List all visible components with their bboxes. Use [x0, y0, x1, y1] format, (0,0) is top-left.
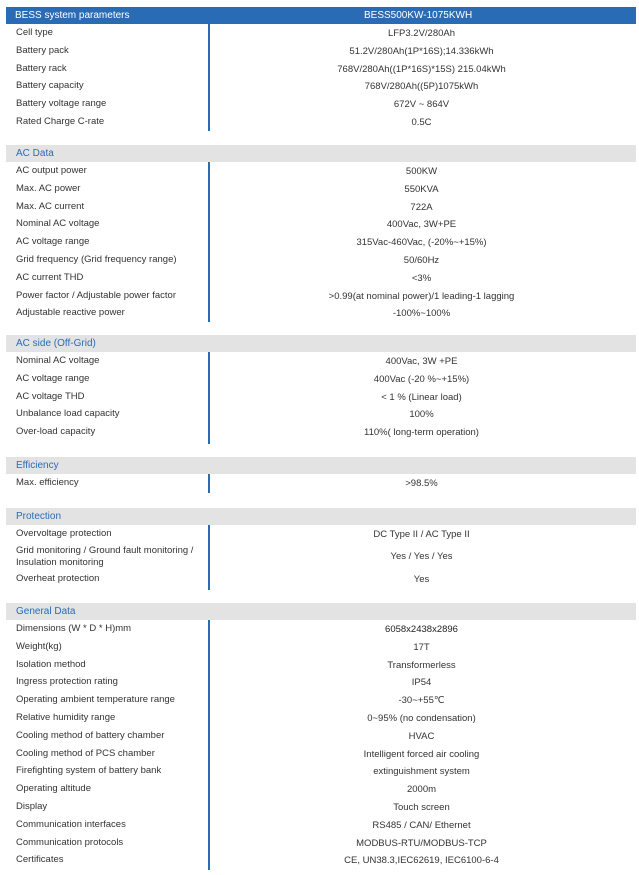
row-value: 100% [409, 409, 434, 421]
table-row [6, 162, 636, 180]
table-row [6, 233, 636, 251]
row-label: Adjustable reactive power [16, 307, 125, 319]
row-value: 722A [410, 201, 433, 213]
row-label: Isolation method [16, 658, 86, 670]
table-row [6, 60, 636, 78]
row-value: 110%( long-term operation) [364, 427, 479, 439]
section-title: AC side (Off-Grid) [6, 335, 636, 352]
row-label: Weight(kg) [16, 640, 62, 652]
row-label: Max. efficiency [16, 477, 79, 488]
table-row [6, 251, 636, 269]
table-row [6, 816, 636, 834]
row-label: Nominal AC voltage [16, 218, 100, 230]
row-label: Over-load capacity [16, 426, 96, 438]
table-row [6, 405, 636, 423]
table-row [6, 727, 636, 745]
row-value: DC Type II / AC Type II [373, 529, 470, 540]
row-label: Relative humidity range [16, 711, 116, 723]
section-general [6, 603, 636, 869]
row-value: 672V ~ 864V [393, 99, 450, 111]
row-value: IP54 [411, 677, 432, 689]
row-label: Overvoltage protection [16, 528, 112, 539]
row-value: extinguishment system [373, 766, 470, 778]
table-row [6, 95, 636, 113]
row-label: AC voltage range [16, 236, 90, 248]
row-value: 6058x2438x2896 [385, 624, 458, 635]
row-label: Power factor / Adjustable power factor [16, 289, 176, 301]
table-row [6, 638, 636, 656]
row-label: Certificates [16, 854, 64, 866]
table-row [6, 269, 636, 287]
row-value: RS485 / CAN/ Ethernet [372, 819, 471, 831]
table-row [6, 42, 636, 60]
section-title: General Data [6, 603, 636, 620]
row-label: Ingress protection rating [16, 676, 118, 688]
row-label: Cooling method of battery chamber [16, 729, 165, 741]
row-label: Cooling method of PCS chamber [16, 747, 155, 759]
row-value: 400Vac, 3W+PE [386, 219, 457, 231]
table-row [6, 525, 636, 543]
row-value: HVAC [408, 730, 435, 742]
table-row [6, 709, 636, 727]
table-row [6, 762, 636, 780]
row-value: 768V/280Ah((5P)1075kWh [364, 81, 479, 93]
row-value: <3% [411, 272, 432, 284]
row-value: < 1 % (Linear load) [381, 391, 462, 403]
row-label: Operating altitude [16, 783, 91, 795]
row-value: LFP3.2V/280Ah [387, 28, 456, 39]
row-label: Firefighting system of battery bank [16, 765, 162, 777]
row-label: Grid frequency (Grid frequency range) [16, 253, 177, 265]
table-row [6, 24, 636, 42]
row-value: 0~95% (no condensation) [367, 712, 476, 724]
section-title: AC Data [6, 145, 636, 162]
row-label: Battery pack [16, 44, 69, 56]
table-row [6, 691, 636, 709]
row-value: Transformerless [387, 659, 456, 671]
section-title: Efficiency [6, 457, 636, 474]
row-value: 550KVA [404, 183, 439, 195]
section-title: Protection [6, 508, 636, 525]
row-value: -100%~100% [392, 308, 451, 320]
row-value: Yes [413, 573, 430, 585]
table-row [6, 780, 636, 798]
row-label: AC voltage THD [16, 390, 85, 402]
table-row [6, 287, 636, 305]
table-row [6, 656, 636, 674]
row-label: Grid monitoring / Ground fault monitoring / Insulation monitoring [16, 544, 194, 568]
table-row [6, 352, 636, 370]
row-label: Communication protocols [16, 836, 124, 848]
row-label: AC voltage range [16, 372, 90, 384]
row-value: -30~+55℃ [398, 695, 445, 707]
section-ac-offgrid [6, 335, 636, 441]
table-row [6, 673, 636, 691]
table-row [6, 798, 636, 816]
row-label: Cell type [16, 27, 53, 38]
table-row [6, 543, 636, 570]
header-title: BESS system parameters [15, 10, 130, 21]
table-row [6, 215, 636, 233]
row-value: MODBUS-RTU/MODBUS-TCP [356, 837, 487, 849]
row-value: 768V/280Ah((1P*16S)*15S) 215.04kWh [337, 63, 506, 75]
row-label: Display [16, 800, 48, 812]
section-ac-data [6, 145, 636, 322]
row-value: >98.5% [405, 478, 438, 489]
header-bar [6, 7, 636, 24]
row-value: 2000m [406, 784, 437, 796]
table-row [6, 198, 636, 216]
row-value: 51.2V/280Ah(1P*16S);14.336kWh [349, 45, 494, 57]
table-row [6, 77, 636, 95]
row-value: 50/60Hz [403, 254, 440, 266]
row-value: 400Vac, 3W +PE [385, 356, 458, 367]
row-value: Intelligent forced air cooling [363, 748, 480, 760]
row-label: Battery voltage range [16, 98, 107, 110]
row-value: Yes / Yes / Yes [390, 550, 453, 562]
row-value: 0.5C [411, 116, 432, 128]
section-efficiency [6, 457, 636, 492]
row-label: AC current THD [16, 271, 84, 283]
row-value: Touch screen [393, 801, 450, 813]
table-row [6, 423, 636, 441]
table-row [6, 370, 636, 388]
row-label: Battery rack [16, 62, 67, 74]
row-value: CE, UN38.3,IEC62619, IEC6100-6-4 [344, 855, 499, 867]
row-value: >0.99(at nominal power)/1 leading-1 lagging [328, 290, 515, 302]
section-bess [6, 24, 636, 131]
row-value: 400Vac (-20 %~+15%) [373, 373, 470, 385]
table-row [6, 180, 636, 198]
table-row [6, 570, 636, 588]
row-label: Operating ambient temperature range [16, 694, 175, 706]
table-row [6, 745, 636, 763]
row-label: Max. AC current [16, 200, 85, 212]
row-label: Nominal AC voltage [16, 355, 100, 366]
row-label: Overheat protection [16, 572, 100, 584]
row-label: Max. AC power [16, 182, 81, 194]
table-row [6, 851, 636, 869]
table-row [6, 113, 636, 131]
table-row [6, 304, 636, 322]
row-label: Battery capacity [16, 80, 84, 92]
section-protection [6, 508, 636, 588]
row-label: Dimensions (W * D * H)mm [16, 623, 132, 634]
table-row [6, 620, 636, 638]
row-label: Communication interfaces [16, 818, 126, 830]
table-row [6, 388, 636, 406]
table-row [6, 474, 636, 492]
row-label: Unbalance load capacity [16, 408, 120, 420]
row-value: 315Vac-460Vac, (-20%~+15%) [356, 237, 487, 249]
row-label: AC output power [16, 165, 87, 176]
row-value: 17T [413, 641, 430, 653]
row-label: Rated Charge C-rate [16, 115, 105, 127]
table-row [6, 834, 636, 852]
row-value: 500KW [405, 166, 438, 177]
header-model: BESS500KW-1075KWH [364, 10, 473, 21]
